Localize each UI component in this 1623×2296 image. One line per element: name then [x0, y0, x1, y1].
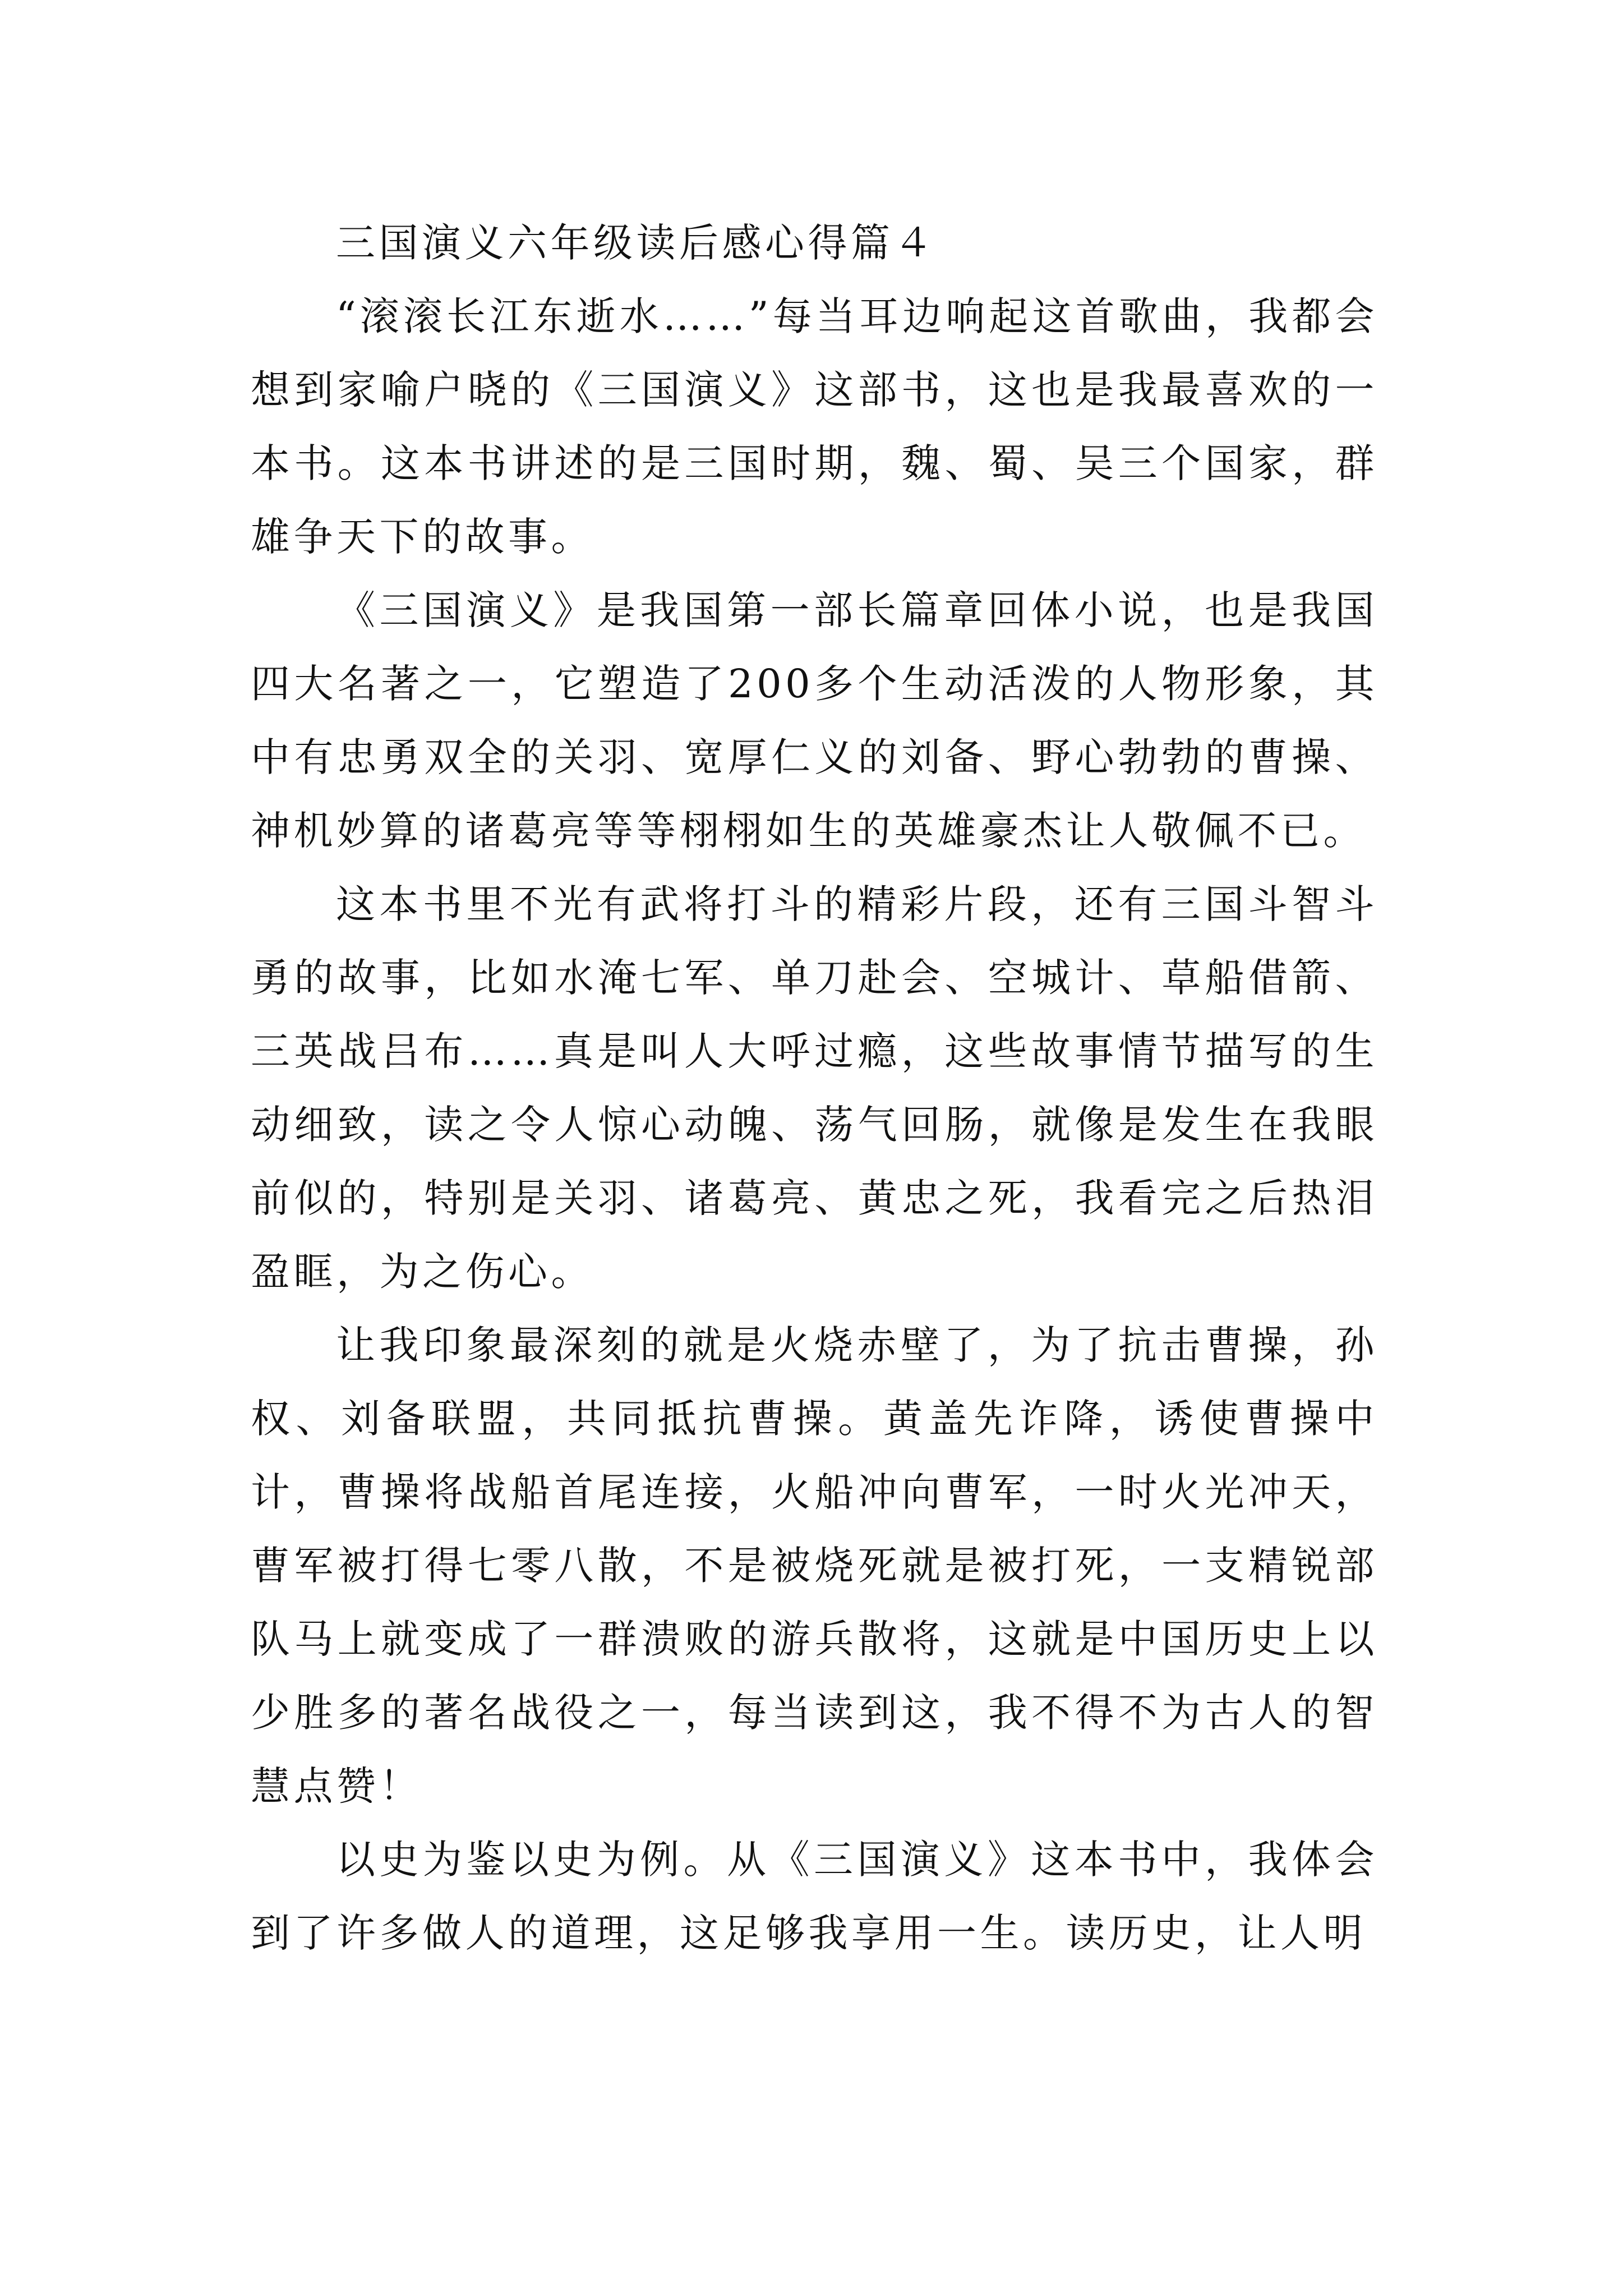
paragraph-5: 以史为鉴以史为例。从《三国演义》这本书中，我体会到了许多做人的道理，这足够我享用一生。读历史，让人明	[251, 1837, 1378, 1956]
document-title: 三国演义六年级读后感心得篇４	[336, 220, 937, 266]
document-body	[251, 206, 1378, 1970]
paragraph-3: 这本书里不光有武将打斗的精彩片段，还有三国斗智斗勇的故事，比如水淹七军、单刀赴会、空城计、草船借箭、三英战吕布……真是叫人大呼过瘾，这些故事情节描写的生动细致，读之令人惊心动魄、荡气回肠，就像是发生在我眼前似的，特别是关羽、诸葛亮、黄忠之死，我看完之后热泪盈眶，为之伤心。	[251, 881, 1378, 1295]
paragraph-2: 《三国演义》是我国第一部长篇章回体小说，也是我国四大名著之一，它塑造了200多个生动活泼的人物形象，其中有忠勇双全的关羽、宽厚仁义的刘备、野心勃勃的曹操、神机妙算的诸葛亮等等栩栩如生的英雄豪杰让人敬佩不已。	[251, 587, 1378, 854]
paragraph-1: “滚滚长江东逝水……”每当耳边响起这首歌曲，我都会想到家喻户晓的《三国演义》这部书，这也是我最喜欢的一本书。这本书讲述的是三国时期，魏、蜀、吴三个国家，群雄争天下的故事。	[251, 293, 1378, 560]
paragraph-4: 让我印象最深刻的就是火烧赤壁了，为了抗击曹操，孙权、刘备联盟，共同抵抗曹操。黄盖先诈降，诱使曹操中计，曹操将战船首尾连接，火船冲向曹军，一时火光冲天，曹军被打得七零八散，不是被烧死就是被打死，一支精锐部队马上就变成了一群溃败的游兵散将，这就是中国历史上以少胜多的著名战役之一，每当读到这，我不得不为古人的智慧点赞！	[251, 1322, 1378, 1809]
